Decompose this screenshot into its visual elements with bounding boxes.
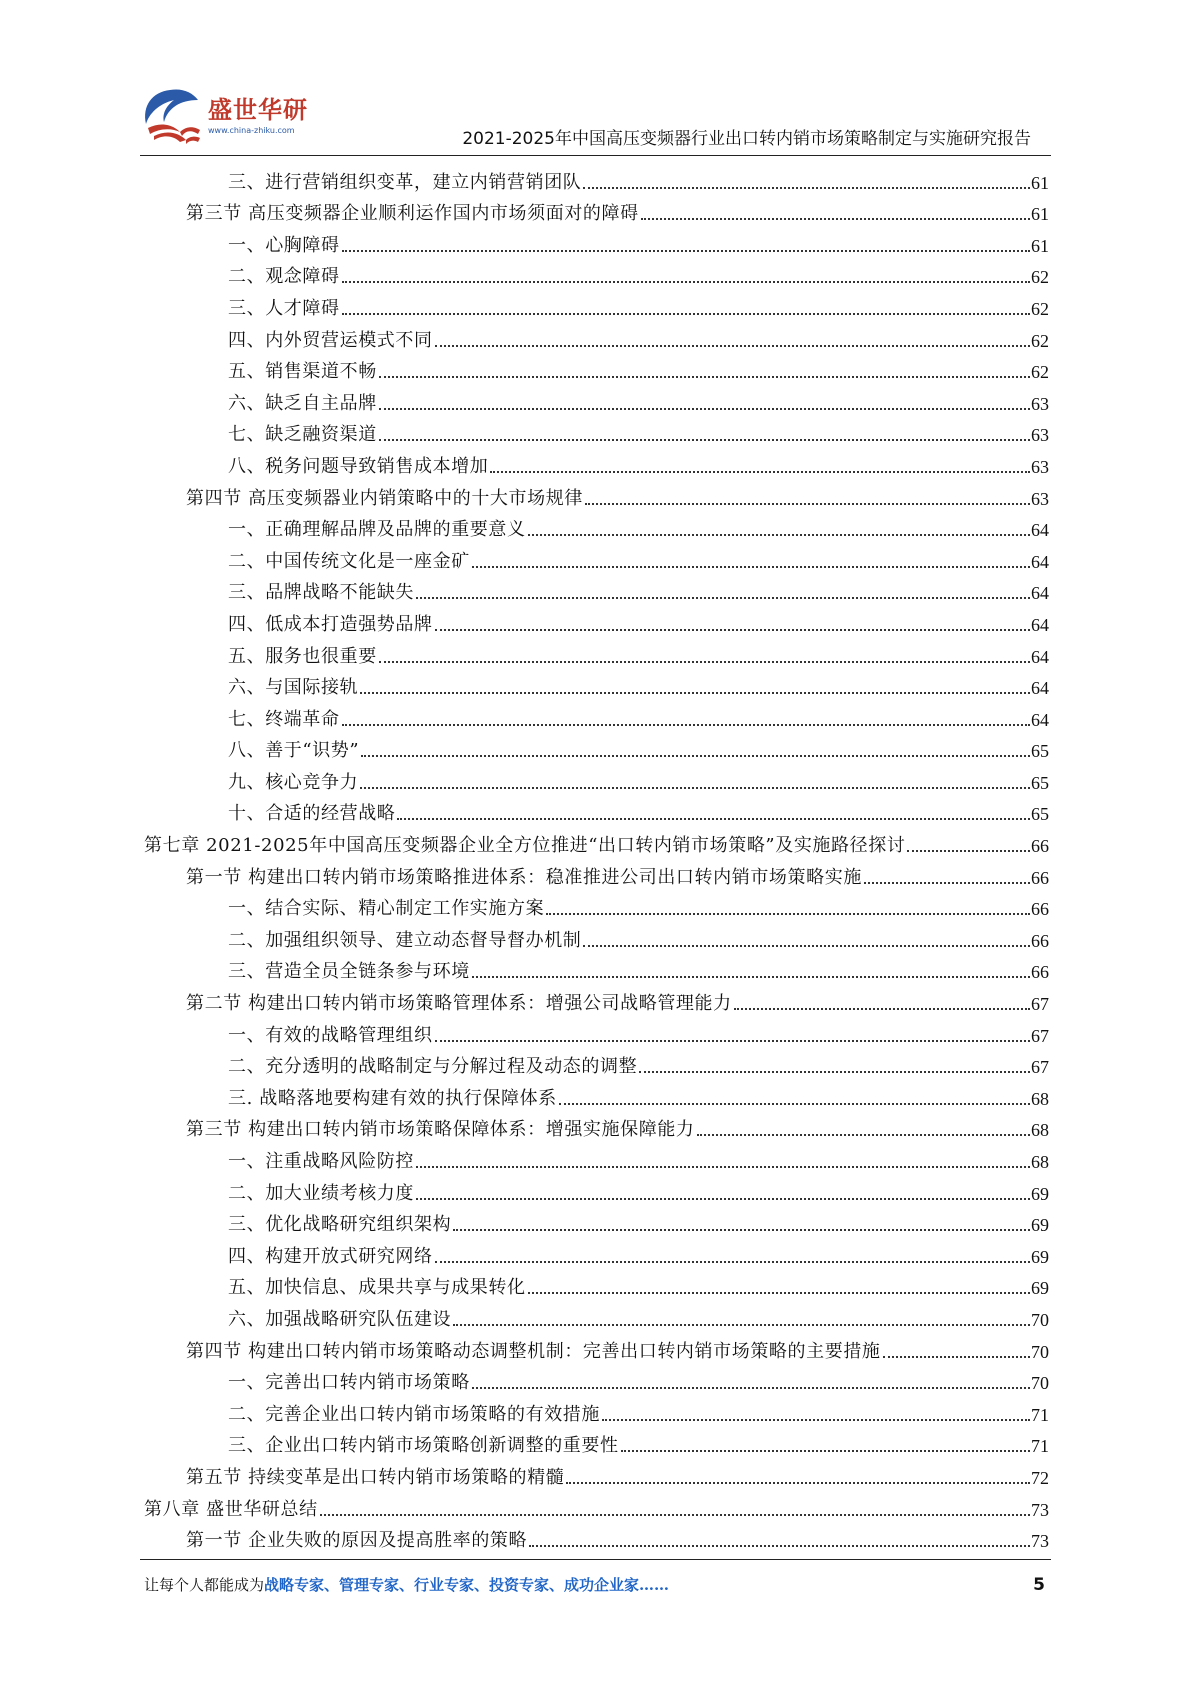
book-swoosh-icon: [140, 84, 202, 148]
toc-entry-page: 69: [1031, 1246, 1049, 1267]
toc-entry[interactable]: [144, 1521, 1049, 1553]
toc-entry-title: 三、进行营销组织变革，建立内销营销团队: [228, 171, 582, 193]
toc-dot-leader: [416, 597, 1030, 599]
toc-entry[interactable]: [144, 162, 1049, 194]
toc-entry-title: 六、加强战略研究队伍建设: [228, 1308, 452, 1330]
toc-dot-leader: [907, 850, 1030, 852]
toc-dot-leader: [435, 1040, 1030, 1042]
toc-entry-page: 67: [1031, 1025, 1049, 1046]
toc-entry-page: 72: [1031, 1467, 1049, 1488]
toc-entry[interactable]: [144, 636, 1049, 668]
toc-entry[interactable]: [144, 920, 1049, 952]
toc-entry[interactable]: [144, 983, 1049, 1015]
toc-entry-page: 62: [1031, 298, 1049, 319]
toc-entry-title: 四、低成本打造强势品牌: [228, 613, 433, 635]
logo-name: 盛世华研: [208, 96, 308, 124]
toc-entry-title: 第三节 构建出口转内销市场策略保障体系：增强实施保障能力: [186, 1119, 695, 1141]
toc-entry-page: 66: [1031, 899, 1049, 920]
toc-dot-leader: [342, 250, 1030, 252]
toc-entry[interactable]: [144, 573, 1049, 605]
toc-entry-title: 五、服务也很重要: [228, 645, 377, 667]
toc-entry-page: 70: [1031, 1341, 1049, 1362]
toc-entry-title: 十、合适的经营战略: [228, 803, 396, 825]
toc-entry[interactable]: [144, 1236, 1049, 1268]
toc-entry-title: 六、缺乏自主品牌: [228, 392, 377, 414]
toc-entry[interactable]: [144, 1426, 1049, 1458]
toc-entry-page: 68: [1031, 1152, 1049, 1172]
slogan-prefix: 让每个人都能成为: [144, 1576, 265, 1594]
toc-dot-leader: [602, 1419, 1030, 1421]
toc-entry-title: 第五节 持续变革是出口转内销市场策略的精髓: [186, 1466, 565, 1488]
toc-entry[interactable]: [144, 889, 1049, 921]
toc-entry-page: 73: [1031, 1499, 1049, 1520]
toc-entry-title: 三、人才障碍: [228, 297, 340, 319]
toc-entry[interactable]: [144, 1205, 1049, 1237]
toc-dot-leader: [559, 1103, 1030, 1105]
toc-entry-title: 三、企业出口转内销市场策略创新调整的重要性: [228, 1435, 619, 1457]
toc-entry-title: 三. 战略落地要构建有效的执行保障体系: [228, 1087, 557, 1109]
toc-entry-page: 64: [1031, 614, 1049, 635]
toc-dot-leader: [435, 345, 1030, 347]
page-number: 5: [1033, 1575, 1045, 1595]
toc-entry-page: 66: [1031, 867, 1049, 888]
footer-slogan: [144, 1575, 669, 1595]
toc-entry[interactable]: [144, 794, 1049, 826]
toc-dot-leader: [360, 787, 1030, 789]
toc-dot-leader: [416, 1166, 1030, 1168]
toc-entry-page: 64: [1031, 520, 1049, 541]
toc-dot-leader: [697, 1134, 1030, 1136]
toc-dot-leader: [883, 1356, 1030, 1358]
toc-dot-leader: [435, 1261, 1030, 1263]
toc-entry-title: 三、营造全员全链条参与环境: [228, 961, 470, 983]
toc-dot-leader: [342, 724, 1030, 726]
header-divider: [140, 155, 1051, 156]
toc-entry[interactable]: [144, 1268, 1049, 1300]
toc-entry-title: 第一节 企业失败的原因及提高胜率的策略: [186, 1530, 528, 1552]
toc-entry[interactable]: [144, 857, 1049, 889]
toc-entry[interactable]: [144, 320, 1049, 352]
toc-entry-title: 第三节 高压变频器企业顺利运作国内市场须面对的障碍: [186, 203, 639, 225]
toc-dot-leader: [435, 629, 1030, 631]
toc-dot-leader: [641, 218, 1030, 220]
toc-entry[interactable]: [144, 541, 1049, 573]
toc-entry[interactable]: [144, 1110, 1049, 1142]
toc-dot-leader: [379, 661, 1030, 663]
toc-entry-title: 八、善于“识势”: [228, 740, 360, 762]
toc-dot-leader: [621, 1450, 1030, 1452]
toc-entry[interactable]: [144, 1173, 1049, 1205]
toc-entry-title: 二、充分透明的战略制定与分解过程及动态的调整: [228, 1056, 638, 1078]
toc-entry-page: 61: [1031, 235, 1049, 256]
toc-dot-leader: [397, 818, 1030, 820]
toc-dot-leader: [585, 503, 1030, 505]
toc-entry[interactable]: [144, 1141, 1049, 1173]
toc-entry-title: 二、观念障碍: [228, 266, 340, 288]
toc-entry-title: 三、品牌战略不能缺失: [228, 582, 414, 604]
toc-dot-leader: [342, 313, 1030, 315]
toc-entry-title: 二、完善企业出口转内销市场策略的有效措施: [228, 1403, 600, 1425]
toc-entry[interactable]: [144, 604, 1049, 636]
toc-entry-page: 69: [1031, 1215, 1049, 1236]
toc-entry[interactable]: [144, 510, 1049, 542]
toc-entry-title: 七、缺乏融资渠道: [228, 424, 377, 446]
toc-entry-title: 第四节 高压变频器业内销策略中的十大市场规律: [186, 487, 583, 509]
toc-entry[interactable]: [144, 1457, 1049, 1489]
toc-dot-leader: [529, 1545, 1030, 1547]
toc-entry-page: 70: [1031, 1373, 1049, 1394]
toc-entry-title: 一、正确理解品牌及品牌的重要意义: [228, 519, 526, 541]
toc-entry-title: 八、税务问题导致销售成本增加: [228, 455, 489, 477]
toc-entry-page: 68: [1031, 1120, 1049, 1141]
toc-entry-page: 66: [1031, 962, 1049, 983]
toc-dot-leader: [490, 471, 1030, 473]
toc-entry-page: 61: [1031, 204, 1049, 225]
toc-entry-title: 七、终端革命: [228, 708, 340, 730]
toc-entry[interactable]: [144, 225, 1049, 257]
logo-url: www.china-zhiku.com: [208, 126, 295, 135]
toc-entry-page: 63: [1031, 425, 1049, 446]
toc-entry-title: 一、心胸障碍: [228, 234, 340, 256]
toc-entry[interactable]: [144, 762, 1049, 794]
toc-dot-leader: [583, 945, 1030, 947]
toc-entry[interactable]: [144, 1394, 1049, 1426]
toc-entry-page: 63: [1031, 456, 1049, 477]
toc-entry-title: 第四节 构建出口转内销市场策略动态调整机制：完善出口转内销市场策略的主要措施: [186, 1340, 881, 1362]
toc-entry[interactable]: [144, 352, 1049, 384]
toc-entry-title: 一、注重战略风险防控: [228, 1151, 414, 1172]
toc-entry-page: 66: [1031, 930, 1049, 951]
toc-entry-title: 第七章 2021-2025年中国高压变频器企业全方位推进“出口转内销市场策略”及实施路径探讨: [144, 835, 906, 857]
toc-entry[interactable]: [144, 825, 1049, 857]
toc-entry-title: 四、内外贸营运模式不同: [228, 329, 433, 351]
toc-entry-page: 65: [1031, 772, 1049, 793]
toc-entry-page: 69: [1031, 1278, 1049, 1299]
toc-entry-page: 69: [1031, 1183, 1049, 1204]
report-title: 2021-2025年中国高压变频器行业出口转内销市场策略制定与实施研究报告: [462, 129, 1031, 149]
toc-dot-leader: [361, 755, 1030, 757]
toc-entry-title: 四、构建开放式研究网络: [228, 1245, 433, 1267]
company-logo: [140, 84, 320, 148]
toc-entry[interactable]: [144, 383, 1049, 415]
toc-entry-page: 64: [1031, 709, 1049, 730]
toc-entry-page: 62: [1031, 267, 1049, 288]
toc-dot-leader: [379, 376, 1030, 378]
toc-entry[interactable]: [144, 257, 1049, 289]
toc-entry-page: 71: [1031, 1436, 1049, 1457]
toc-entry-page: 67: [1031, 1057, 1049, 1078]
toc-entry-title: 第八章 盛世华研总结: [144, 1498, 318, 1520]
toc-entry-title: 三、优化战略研究组织架构: [228, 1214, 452, 1236]
toc-entry[interactable]: [144, 1363, 1049, 1395]
toc-dot-leader: [546, 913, 1030, 915]
toc-dot-leader: [472, 976, 1030, 978]
toc-entry[interactable]: [144, 288, 1049, 320]
toc-entry[interactable]: [144, 194, 1049, 226]
toc-entry[interactable]: [144, 699, 1049, 731]
toc-entry-page: 63: [1031, 488, 1049, 509]
toc-entry-title: 二、加强组织领导、建立动态督导督办机制: [228, 929, 582, 951]
toc-entry-page: 70: [1031, 1309, 1049, 1330]
table-of-contents: [144, 162, 1049, 1552]
toc-dot-leader: [583, 187, 1030, 189]
toc-dot-leader: [472, 1387, 1030, 1389]
toc-entry[interactable]: [144, 1078, 1049, 1110]
toc-entry[interactable]: [144, 478, 1049, 510]
toc-entry-title: 第一节 构建出口转内销市场策略推进体系：稳准推进公司出口转内销市场策略实施: [186, 866, 862, 888]
toc-entry[interactable]: [144, 952, 1049, 984]
toc-dot-leader: [734, 1008, 1030, 1010]
toc-entry-page: 73: [1031, 1531, 1049, 1552]
toc-entry-title: 一、结合实际、精心制定工作实施方案: [228, 898, 545, 920]
toc-entry-page: 63: [1031, 393, 1049, 414]
toc-entry-title: 六、与国际接轨: [228, 677, 359, 699]
toc-entry-page: 64: [1031, 678, 1049, 699]
toc-dot-leader: [639, 1071, 1030, 1073]
toc-entry-page: 62: [1031, 330, 1049, 351]
toc-entry-page: 62: [1031, 362, 1049, 383]
toc-dot-leader: [453, 1229, 1030, 1231]
toc-dot-leader: [528, 534, 1030, 536]
toc-entry-page: 66: [1031, 836, 1049, 857]
toc-dot-leader: [528, 1292, 1030, 1294]
toc-entry-title: 第二节 构建出口转内销市场策略管理体系：增强公司战略管理能力: [186, 993, 732, 1015]
toc-entry-page: 64: [1031, 646, 1049, 667]
toc-entry[interactable]: [144, 1015, 1049, 1047]
toc-entry-page: 65: [1031, 804, 1049, 825]
toc-entry[interactable]: [144, 668, 1049, 700]
toc-entry[interactable]: [144, 1047, 1049, 1079]
toc-dot-leader: [320, 1514, 1030, 1516]
toc-entry[interactable]: [144, 1489, 1049, 1521]
toc-dot-leader: [472, 566, 1030, 568]
toc-entry-title: 一、完善出口转内销市场策略: [228, 1372, 470, 1394]
toc-entry-title: 九、核心竞争力: [228, 771, 359, 793]
toc-dot-leader: [379, 408, 1030, 410]
toc-dot-leader: [416, 1198, 1030, 1200]
slogan-highlight: 战略专家、管理专家、行业专家、投资专家、成功企业家……: [264, 1576, 670, 1594]
toc-entry-title: 五、销售渠道不畅: [228, 361, 377, 383]
toc-dot-leader: [379, 439, 1030, 441]
toc-entry[interactable]: [144, 731, 1049, 763]
toc-entry-title: 一、有效的战略管理组织: [228, 1024, 433, 1046]
toc-entry-title: 二、加大业绩考核力度: [228, 1182, 414, 1204]
toc-entry[interactable]: [144, 1331, 1049, 1363]
toc-entry-title: 五、加快信息、成果共享与成果转化: [228, 1277, 526, 1299]
toc-entry-page: 61: [1031, 172, 1049, 193]
toc-entry[interactable]: [144, 415, 1049, 447]
toc-entry[interactable]: [144, 446, 1049, 478]
toc-dot-leader: [360, 692, 1030, 694]
toc-dot-leader: [342, 281, 1030, 283]
toc-entry[interactable]: [144, 1299, 1049, 1331]
toc-entry-page: 64: [1031, 583, 1049, 604]
toc-entry-title: 二、中国传统文化是一座金矿: [228, 550, 470, 572]
toc-dot-leader: [864, 882, 1030, 884]
toc-dot-leader: [453, 1324, 1030, 1326]
toc-entry-page: 68: [1031, 1088, 1049, 1109]
toc-entry-page: 65: [1031, 741, 1049, 762]
toc-entry-page: 64: [1031, 551, 1049, 572]
toc-entry-page: 67: [1031, 994, 1049, 1015]
footer-divider: [140, 1559, 1051, 1560]
toc-entry-page: 71: [1031, 1404, 1049, 1425]
toc-dot-leader: [566, 1482, 1030, 1484]
